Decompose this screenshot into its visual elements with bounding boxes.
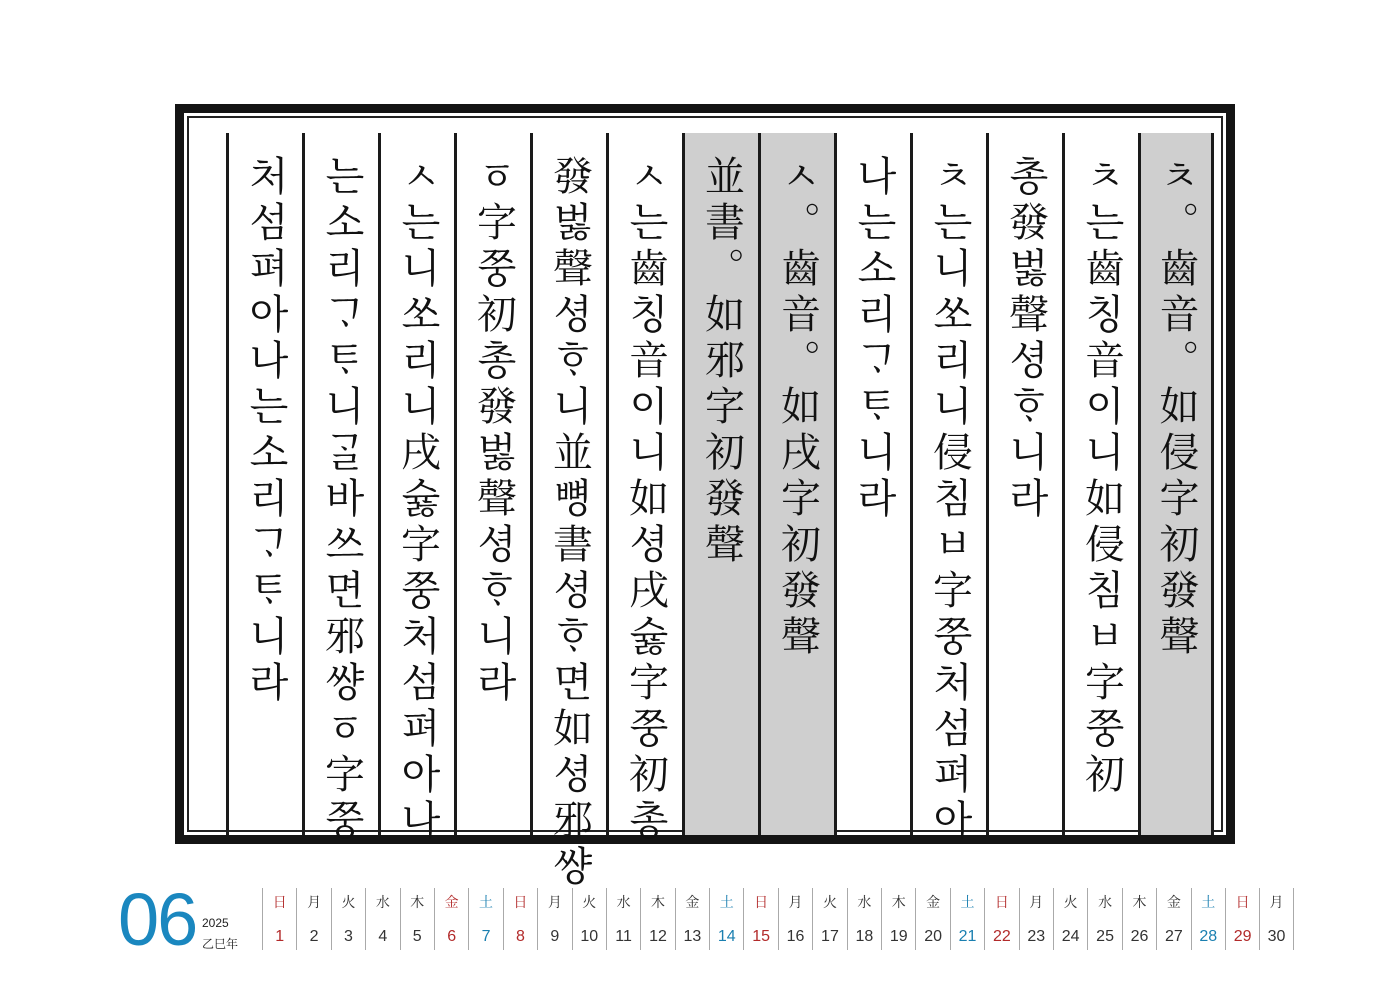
column-text: ㅊ。齒音。如侵字初發聲 [1153,155,1199,661]
weekday-label: 水 [616,895,631,911]
weekday-label: 日 [513,895,528,911]
weekday-label: 月 [1029,895,1044,911]
calendar-day [881,888,915,950]
weekday-label: 月 [307,895,322,911]
column-text: 發벓聲셩ᄒᆞ니並뼝書셩ᄒᆞ면如셩邪썅 [546,155,593,891]
day-number: 19 [889,928,908,945]
calendar-day [537,888,571,950]
calendar-day [1191,888,1225,950]
weekday-label: 土 [960,895,975,911]
column-text: ㅊ는니쏘리니侵침ㅂ字쭝처섬펴아 [926,155,973,845]
calendar-day [1122,888,1156,950]
calendar-day [709,888,743,950]
weekday-label: 土 [479,895,494,911]
text-column [834,133,910,835]
day-number: 11 [615,928,632,945]
calendar-day [812,888,846,950]
day-number: 21 [958,928,977,945]
day-number: 30 [1267,928,1286,945]
weekday-label: 日 [994,895,1009,911]
day-number: 8 [515,928,525,945]
calendar-day [1019,888,1053,950]
calendar-day [1053,888,1087,950]
weekday-label: 金 [926,895,941,911]
weekday-label: 木 [650,895,665,911]
calendar-day [1087,888,1121,950]
day-number: 28 [1199,928,1218,945]
calendar-day [675,888,709,950]
weekday-label: 月 [788,895,803,911]
calendar-day-grid [262,888,1294,950]
column-text: ㅅ는니쏘리니戌슗字쭝처섬펴아나 [394,155,441,845]
calendar-day [331,888,365,950]
day-number: 10 [580,928,599,945]
weekday-label: 水 [857,895,872,911]
column-text: 나는소리ᄀᆞᄐᆞ니라 [850,155,897,523]
weekday-label: 木 [1132,895,1147,911]
column-text: 는소리ᄀᆞᄐᆞ니ᄀᆞᆯ바쓰면邪썅ㆆ字쭝 [318,155,365,845]
column-text: ㅅ는齒칭音이니如셩戌슗字쭝初총 [622,155,669,845]
day-number: 18 [855,928,874,945]
day-number: 12 [649,928,667,945]
text-column [758,133,834,835]
weekday-label: 月 [1269,895,1284,911]
weekday-label: 木 [891,895,906,911]
calendar-day [296,888,330,950]
day-number: 16 [786,928,805,945]
day-number: 26 [1130,928,1149,945]
weekday-label: 水 [1098,895,1113,911]
day-number: 15 [752,928,771,945]
weekday-label: 火 [582,895,597,911]
weekday-label: 水 [375,895,390,911]
day-number: 7 [481,928,491,945]
day-number: 17 [821,928,839,945]
text-column [302,133,378,845]
day-number: 5 [412,928,422,945]
calendar-ganji-year: 乙巳年 [202,937,239,951]
document-frame [175,104,1235,891]
day-number: 13 [683,928,702,945]
weekday-label: 日 [1235,895,1250,911]
text-column [1062,133,1138,835]
text-column [682,133,758,835]
calendar-day [915,888,949,950]
calendar-day [468,888,502,950]
text-column [1138,133,1214,835]
weekday-label: 日 [272,895,287,911]
calendar-day [984,888,1018,950]
weekday-label: 月 [547,895,562,911]
weekday-label: 金 [685,895,700,911]
calendar-day [503,888,537,950]
calendar-day [572,888,606,950]
calendar-day [606,888,640,950]
column-text: 총發벓聲셩ᄒᆞ니라 [1002,155,1049,523]
text-column [910,133,986,845]
column-text: ㅊ는齒칭音이니如侵침ㅂ字쭝初 [1078,155,1125,799]
day-number: 1 [275,928,285,945]
weekday-label: 火 [822,895,837,911]
calendar-year: 2025 [202,916,229,930]
day-number: 20 [924,928,943,945]
day-number: 22 [993,928,1011,945]
day-number: 2 [309,928,319,945]
text-column [530,133,606,891]
text-column [454,133,530,835]
text-column [986,133,1062,835]
calendar-day [400,888,434,950]
calendar-day [743,888,777,950]
text-column [226,133,302,835]
weekday-label: 日 [754,895,769,911]
calendar-day [1259,888,1293,950]
calendar-month: 06 [118,878,197,961]
weekday-label: 火 [1063,895,1078,911]
calendar-day [434,888,468,950]
column-text: 처섬펴아나는소리ᄀᆞᄐᆞ니라 [242,155,289,707]
day-number: 4 [378,928,388,945]
column-text: 並書。如邪字初發聲 [698,155,745,569]
day-number: 3 [344,928,353,945]
weekday-label: 土 [1201,895,1216,911]
weekday-label: 金 [444,895,459,911]
day-number: 23 [1027,928,1046,945]
text-column [378,133,454,845]
calendar-day [640,888,674,950]
weekday-label: 金 [1166,895,1181,911]
calendar-day [950,888,984,950]
calendar-day [1156,888,1190,950]
column-text: ㆆ字쭝初총發벓聲셩ᄒᆞ니라 [470,155,517,707]
day-number: 6 [447,928,457,945]
weekday-label: 木 [410,895,425,911]
day-number: 29 [1233,928,1252,945]
calendar-day [365,888,399,950]
day-number: 25 [1096,928,1114,945]
day-number: 14 [717,928,736,945]
day-number: 9 [550,928,560,945]
weekday-label: 火 [341,895,356,911]
column-text: ㅅ。齒音。如戌字初發聲 [774,155,821,661]
calendar-day [1225,888,1259,950]
text-column [606,133,682,845]
weekday-label: 土 [719,895,734,911]
day-number: 24 [1061,928,1080,945]
calendar-day [262,888,296,950]
calendar-day [847,888,881,950]
calendar-day [778,888,812,950]
day-number: 27 [1164,928,1183,945]
